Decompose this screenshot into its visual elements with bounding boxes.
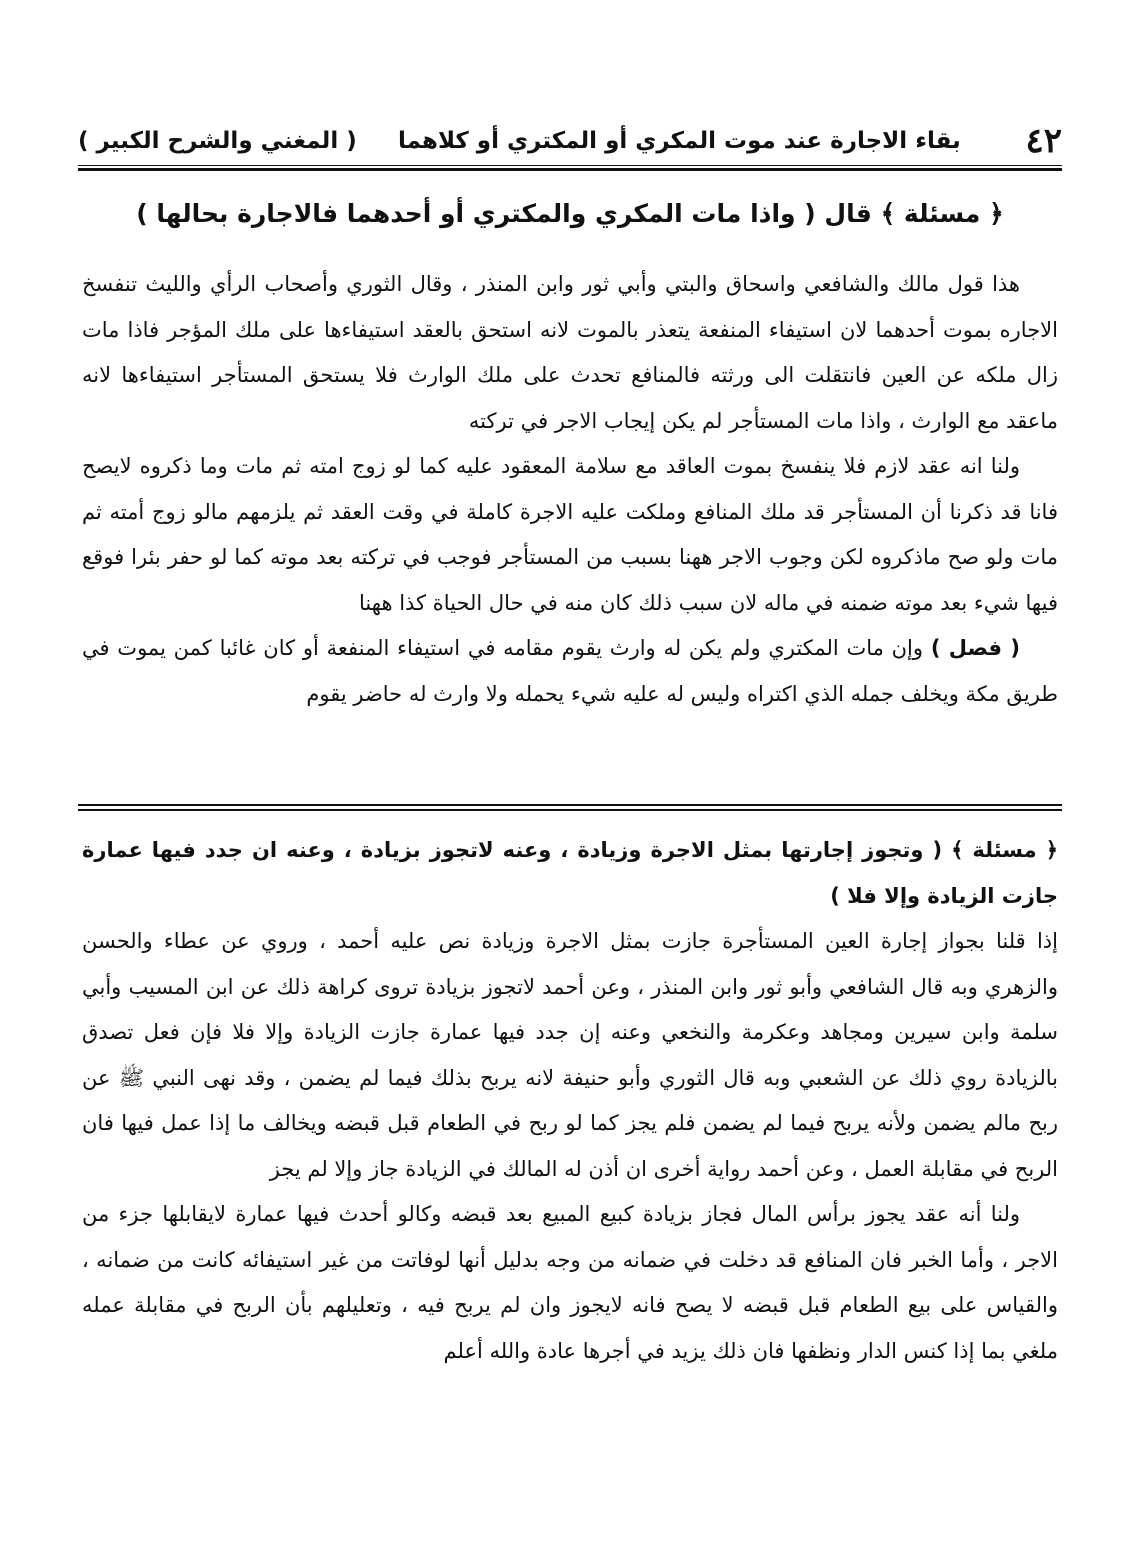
paragraph-3 [82,626,1058,717]
section-divider-2 [78,809,1062,811]
page-number: ٤٢ [1025,121,1062,161]
running-title: بقاء الاجارة عند موت المكري أو المكتري أو كلاهما [397,128,961,154]
paragraph-2: ولنا انه عقد لازم فلا ينفسخ بموت العاقد مع سلامة المعقود عليه كما لو زوج امته ثم مات وما ذكروه لايصح فانا قد ذكرنا أن المستأجر قد ملك المنافع وملكت عليه الاجرة كاملة في وقت العقد ثم يلزمهم مالو زوج أمته ثم مات ولو صح ماذكروه لكن وجوب الاجر ههنا بسبب من المستأجر فوجب في تركته بعد موته كما لو حفر بئرا فوقع فيها شيء بعد موته ضمنه في ماله لان سبب ذلك كان منه في حال الحياة كذا ههنا [82,454,1058,615]
paragraph-4: إذا قلنا بجواز إجارة العين المستأجرة جازت بمثل الاجرة وزيادة نص عليه أحمد ، وروي عن عطاء والحسن والزهري وبه قال الشافعي وأبو ثور وابن المنذر ، وعن أحمد لاتجوز بزيادة تروى كراهة ذلك عن ابن المسيب وأبي سلمة وابن سيرين ومجاهد وعكرمة والنخعي وعنه إن جدد فيها عمارة جازت الزيادة وإلا فلا فإن فعل تصدق بالزيادة روي ذلك عن الشعبي وبه قال الثوري وأبو حنيفة لانه يربح بذلك فيما لم يضمن ، وقد نهى النبي ﷺ عن ربح مالم يضمن ولأنه يربح فيما لم يضمن فلم يجز كما لو ربح في الطعام قبل قبضه ويخالف ما إذا عمل فيها فان الربح في مقابلة العمل ، وعن أحمد رواية أخرى ان أذن له المالك في الزيادة جاز وإلا لم يجز [82,929,1058,1181]
paragraph-5: ولنا أنه عقد يجوز برأس المال فجاز بزيادة كبيع المبيع بعد قبضه وكالو أحدث فيها عمارة لايقابلها جزء من الاجر ، وأما الخبر فان المنافع قد دخلت في ضمانه من وجه بدليل أنها لوفاتت من غير استيفائه كانت من ضمانه ، والقياس على بيع الطعام قبل قبضه لا يصح فانه لايجوز وان لم يربح فيه ، وتعليلهم بأن الربح في مقابلة عمله ملغي بما إذا كنس الدار ونظفها فان ذلك يزيد في أجرها عادة والله أعلم [82,1202,1058,1363]
header-rule-thick [78,168,1062,171]
paragraph-3-text: وإن مات المكتري ولم يكن له وارث يقوم مقامه في استيفاء المنفعة أو كان غائبا كمن يموت في طريق مكة ويخلف جمله الذي اكتراه وليس له عليه شيء يحمله ولا وارث له حاضر يقوم [82,636,1058,706]
fasl-label: ( فصل ) [930,636,1020,660]
commentary-section-2 [82,828,1058,1374]
header-rule-thin [78,165,1062,166]
section-divider-1 [78,804,1062,806]
page-header [78,118,1062,164]
book-title: ( المغني والشرح الكبير ) [78,128,357,154]
masala-heading-2: ﴿ مسئلة ﴾ ( وتجوز إجارتها بمثل الاجرة وزيادة ، وعنه لاتجوز بزيادة ، وعنه ان جدد فيها عمارة جازت الزيادة وإلا فلا ) [82,838,1058,908]
paragraph-1: هذا قول مالك والشافعي واسحاق والبتي وأبي ثور وابن المنذر ، وقال الثوري وأصحاب الرأي والليث تنفسخ الاجاره بموت أحدهما لان استيفاء المنفعة يتعذر بالموت لانه استحق بالعقد استيفاءها على ملك المؤجر فاذا مات زال ملكه عن العين فانتقلت الى ورثته فالمنافع تحدث على ملك الوارث فلا يستحق المستأجر استيفاءها لانه ماعقد مع الوارث ، واذا مات المستأجر لم يكن إيجاب الاجر في تركته [82,272,1058,433]
masala-heading-1: ﴿ مسئلة ﴾ قال ( واذا مات المكري والمكتري أو أحدهما فالاجارة بحالها ) [136,199,1004,228]
commentary-section-1 [82,262,1058,717]
